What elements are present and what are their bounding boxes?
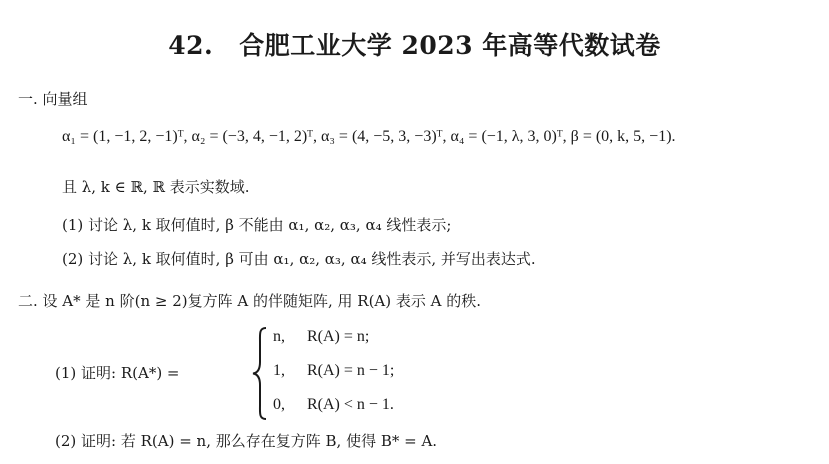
case-row bbox=[273, 362, 394, 380]
left-brace-icon bbox=[251, 326, 269, 421]
case-row bbox=[273, 328, 369, 346]
q2-part2: (2) 证明: 若 R(A) = n, 那么存在复方阵 B, 使得 B* = A. bbox=[55, 432, 438, 450]
case-condition: R(A) < n − 1. bbox=[307, 396, 394, 413]
q1-part1: (1) 讨论 λ, k 取何值时, β 不能由 α₁, α₂, α₃, α₄ 线性表示; bbox=[62, 216, 452, 234]
case-value: 0, bbox=[273, 396, 285, 413]
question-number: 42. bbox=[168, 31, 214, 60]
case-row bbox=[273, 396, 394, 414]
q1-part2: (2) 讨论 λ, k 取何值时, β 可由 α₁, α₂, α₃, α₄ 线性表示, 并写出表达式. bbox=[62, 250, 536, 268]
q2-part1-label: (1) 证明: R(A*) = bbox=[55, 364, 180, 382]
q2-part1-cases bbox=[55, 326, 475, 421]
case-value: n, bbox=[273, 328, 285, 345]
paper-title bbox=[0, 26, 829, 62]
q2-heading: 二. 设 A* 是 n 阶(n ≥ 2)复方阵 A 的伴随矩阵, 用 R(A) 表示 A 的秩. bbox=[18, 292, 482, 310]
q1-vector-equation: α₁ = (1, −1, 2, −1)ᵀ, α₂ = (−3, 4, −1, 2)ᵀ, α₃ = (4, −5, 3, −3)ᵀ, α₄ = (−1, λ, 3, 0)ᵀ, β = (0, k, 5, −1). bbox=[62, 128, 676, 145]
title-text: 合肥工业大学 2023 年高等代数试卷 bbox=[239, 31, 661, 60]
case-value: 1, bbox=[273, 362, 285, 379]
case-condition: R(A) = n − 1; bbox=[307, 362, 395, 379]
q1-condition: 且 λ, k ∈ ℝ, ℝ 表示实数域. bbox=[62, 178, 250, 196]
case-condition: R(A) = n; bbox=[307, 328, 370, 345]
q1-heading: 一. 向量组 bbox=[18, 90, 88, 108]
